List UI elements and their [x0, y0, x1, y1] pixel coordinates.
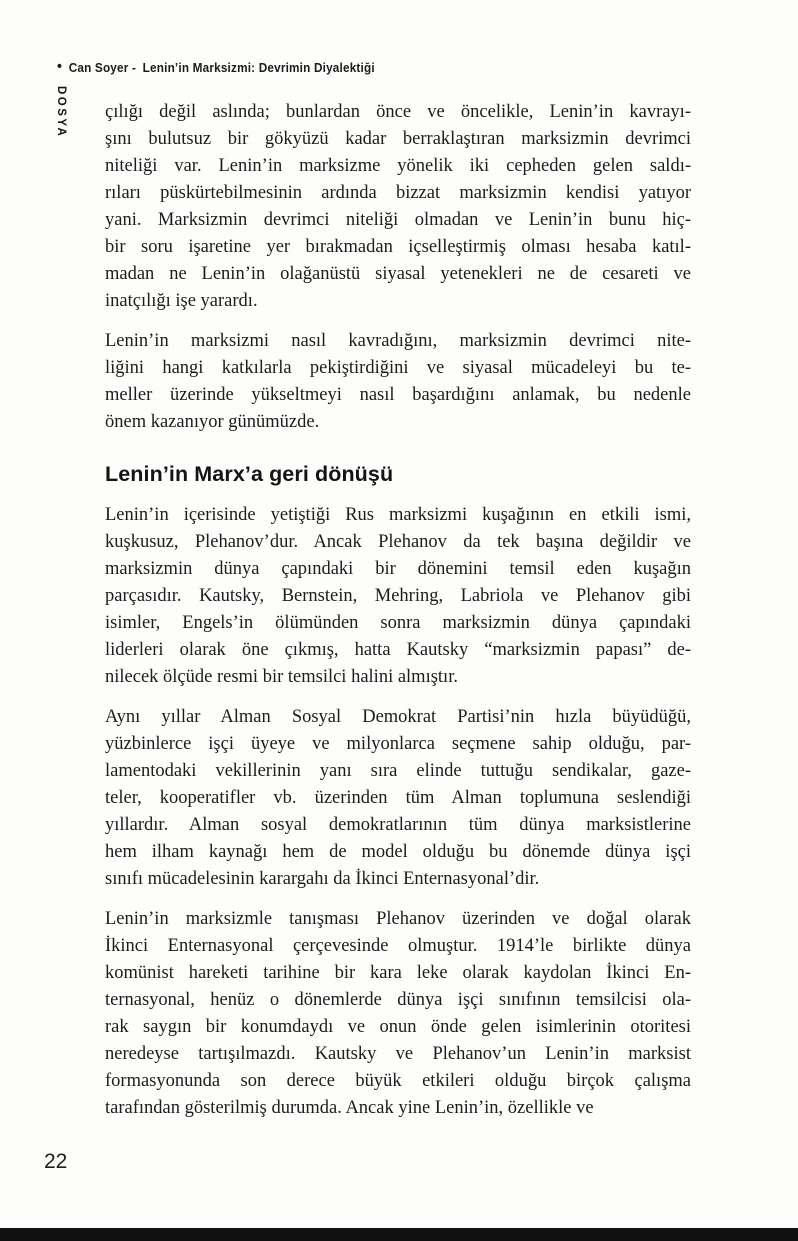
- paragraph-line: şını bulutsuz bir gökyüzü kadar berraklaştıran marksizmin devrimci: [105, 129, 691, 149]
- paragraph-line: inatçılığı işe yarardı.: [105, 291, 258, 311]
- header-bullet-icon: •: [57, 58, 63, 75]
- paragraph-line: kuşkusuz, Plehanov’dur. Ancak Plehanov da tek başına değildir ve: [105, 532, 691, 552]
- paragraph-line: teler, kooperatifler vb. üzerinden tüm Alman toplumuna seslendiği: [105, 788, 691, 808]
- paragraph-line: İkinci Enternasyonal çerçevesinde olmuştur. 1914’le birlikte dünya: [105, 936, 691, 956]
- paragraph-line: komünist hareketi tarihine bir kara leke olarak kaydolan İkinci En-: [105, 963, 691, 983]
- paragraph-line: çılığı değil aslında; bunlardan önce ve öncelikle, Lenin’in kavrayı-: [105, 102, 691, 122]
- paragraph-line: liderleri olarak öne çıkmış, hatta Kautsky “marksizmin papası” de-: [105, 640, 691, 660]
- bottom-edge-bar: [0, 1228, 798, 1241]
- paragraph-line: önem kazanıyor günümüzde.: [105, 412, 320, 432]
- paragraph-line: niteliği var. Lenin’in marksizme yönelik iki cepheden gelen saldı-: [105, 156, 691, 176]
- paragraph-line: meller üzerinde yükseltmeyi nasıl başardığını anlamak, bu nedenle: [105, 385, 691, 405]
- paragraph-line: rıları püskürtebilmesinin ardında bizzat marksizmin kendisi yatıyor: [105, 183, 691, 203]
- paragraph-line: bir soru işaretine yer bırakmadan içselleştirmiş olması hesaba katıl-: [105, 237, 691, 257]
- paragraph-line: sınıfı mücadelesinin karargahı da İkinci Enternasyonal’dir.: [105, 869, 540, 889]
- paragraph-line: rak saygın bir konumdaydı ve onun önde gelen isimlerinin otoritesi: [105, 1017, 691, 1037]
- running-header: [57, 60, 375, 75]
- paragraph-line: nilecek ölçüde resmi bir temsilci halini almıştır.: [105, 667, 458, 687]
- paragraph-line: isimler, Engels’in ölümünden sonra marksizmin dünya çapındaki: [105, 613, 691, 633]
- paragraph: [105, 704, 691, 893]
- paragraph-line: parçasıdır. Kautsky, Bernstein, Mehring, Labriola ve Plehanov gibi: [105, 586, 691, 606]
- paragraph-line: formasyonunda son derece büyük etkileri olduğu birçok çalışma: [105, 1071, 691, 1091]
- paragraph-line: ternasyonal, henüz o dönemlerde dünya işçi sınıfının temsilcisi ola-: [105, 990, 691, 1010]
- header-author: Can Soyer -: [68, 60, 137, 75]
- paragraph-line: Aynı yıllar Alman Sosyal Demokrat Partisi’nin hızla büyüdüğü,: [105, 707, 691, 727]
- paragraph-line: yani. Marksizmin devrimci niteliği olmadan ve Lenin’in bunu hiç-: [105, 210, 691, 230]
- header-book-title: Lenin’in Marksizmi: Devrimin Diyalektiği: [142, 60, 375, 75]
- section-heading: Lenin’in Marx’a geri dönüşü: [105, 462, 394, 486]
- paragraph-line: yüzbinlerce işçi üyeye ve milyonlarca seçmene sahip olduğu, par-: [105, 734, 691, 754]
- paragraph-line: Lenin’in marksizmle tanışması Plehanov üzerinden ve doğal olarak: [105, 909, 691, 929]
- paragraph: [105, 328, 691, 436]
- paragraph-line: marksizmin dünya çapındaki bir dönemini temsil eden kuşağın: [105, 559, 691, 579]
- paragraph: [105, 906, 691, 1122]
- paragraph-line: Lenin’in içerisinde yetiştiği Rus marksizmi kuşağının en etkili ismi,: [105, 505, 691, 525]
- paragraph: [105, 99, 691, 315]
- sidebar-section-label: DOSYA: [55, 86, 67, 139]
- page-number: 22: [44, 1150, 68, 1173]
- paragraph-line: liğini hangi katkılarla pekiştirdiğini ve siyasal mücadeleyi bu te-: [105, 358, 691, 378]
- paragraph-line: Lenin’in marksizmi nasıl kavradığını, marksizmin devrimci nite-: [105, 331, 691, 351]
- paragraph: [105, 502, 691, 691]
- paragraph-line: hem ilham kaynağı hem de model olduğu bu dönemde dünya işçi: [105, 842, 691, 862]
- paragraph-line: tarafından gösterilmiş durumda. Ancak yine Lenin’in, özellikle ve: [105, 1098, 594, 1118]
- paragraph-line: lamentodaki vekillerinin yanı sıra elinde tuttuğu sendikalar, gaze-: [105, 761, 691, 781]
- text-column: [105, 99, 691, 1135]
- paragraph-line: yıllardır. Alman sosyal demokratlarının tüm dünya marksistlerine: [105, 815, 691, 835]
- paragraph-line: madan ne Lenin’in olağanüstü siyasal yetenekleri ne de cesareti ve: [105, 264, 691, 284]
- paragraph-line: neredeyse tartışılmazdı. Kautsky ve Plehanov’un Lenin’in marksist: [105, 1044, 691, 1064]
